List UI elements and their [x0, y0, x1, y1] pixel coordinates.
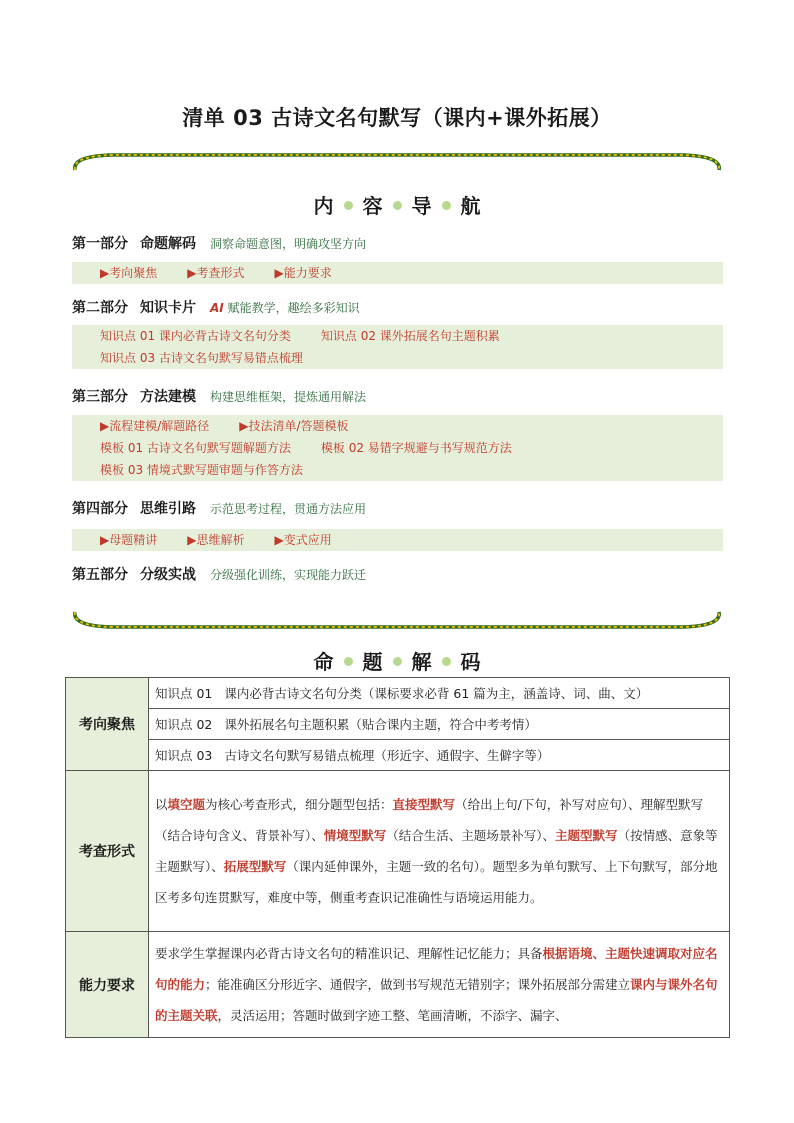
- band-part-1: [72, 262, 723, 284]
- kp-row-02: 知识点 02 课外拓展名句主题积累（贴合课内主题，符合中考考情）: [149, 709, 730, 740]
- link-jifa[interactable]: ▶技法清单/答题模板: [239, 419, 349, 433]
- part-1[interactable]: 第一部分 命题解码 洞察命题意图，明确攻坚方向: [72, 236, 367, 252]
- table-row: [66, 932, 730, 1038]
- link-muti[interactable]: ▶母题精讲: [100, 533, 158, 547]
- link-tpl01[interactable]: 模板 01 古诗文名句默写题解题方法: [100, 441, 291, 455]
- part-2[interactable]: 第二部分 知识卡片 AI 赋能教学，趣绘多彩知识: [72, 300, 360, 316]
- top-divider: [72, 150, 722, 174]
- decode-heading: 命 题 解 码: [313, 650, 481, 674]
- band-part-4: [72, 529, 723, 551]
- link-kp02[interactable]: 知识点 02 课外拓展名句主题积累: [320, 329, 500, 343]
- band-part-2: [72, 325, 723, 369]
- kaocha-content: 以填空题为核心考查形式，细分题型包括：直接型默写（给出上句/下句，补写对应句）、理解型默写（结合诗句含义、背景补写）、情境型默写（结合生活、主题场景补写）、主题型默写（按情感、意象等主题默写）、拓展型默写（课内延伸课外，主题一致的名句）。题型多为单句默写、上下句默写，部分地区考多句连贯默写，难度中等，侧重考查识记准确性与语境运用能力。: [149, 771, 730, 932]
- decode-table: [65, 677, 730, 1038]
- nengli-content: 要求学生掌握课内必背古诗文名句的精准识记、理解性记忆能力；具备根据语境、主题快速调取对应名句的能力；能准确区分形近字、通假字，做到书写规范无错别字；课外拓展部分需建立课内与课外名句的主题关联，灵活运用；答题时做到字迹工整、笔画清晰，不添字、漏字、: [149, 932, 730, 1038]
- link-kaocha[interactable]: ▶考查形式: [187, 266, 245, 280]
- label-nengli: 能力要求: [66, 932, 149, 1038]
- table-row: [66, 740, 730, 771]
- part-3[interactable]: 第三部分 方法建模 构建思维框架，提炼通用解法: [72, 389, 367, 405]
- table-row: [66, 771, 730, 932]
- link-siwei[interactable]: ▶思维解析: [187, 533, 245, 547]
- part-4[interactable]: 第四部分 思维引路 示范思考过程，贯通方法应用: [72, 501, 367, 517]
- link-tpl03[interactable]: 模板 03 情境式默写题审题与作答方法: [100, 463, 303, 477]
- label-kaoxiang: 考向聚焦: [66, 678, 149, 771]
- page-title: 清单 03 古诗文名句默写（课内+课外拓展）: [182, 106, 612, 130]
- table-row: [66, 709, 730, 740]
- link-nengli[interactable]: ▶能力要求: [274, 266, 332, 280]
- part-5[interactable]: 第五部分 分级实战 分级强化训练，实现能力跃迁: [72, 567, 367, 583]
- nav-heading: 内 容 导 航: [313, 194, 481, 218]
- label-kaocha: 考查形式: [66, 771, 149, 932]
- link-kaoxiang[interactable]: ▶考向聚焦: [100, 266, 158, 280]
- link-bianshi[interactable]: ▶变式应用: [274, 533, 332, 547]
- bottom-divider: [72, 608, 722, 632]
- band-part-3: [72, 415, 723, 481]
- kp-row-03: 知识点 03 古诗文名句默写易错点梳理（形近字、通假字、生僻字等）: [149, 740, 730, 771]
- link-liucheng[interactable]: ▶流程建模/解题路径: [100, 419, 210, 433]
- link-kp03[interactable]: 知识点 03 古诗文名句默写易错点梳理: [100, 351, 303, 365]
- kp-row-01: 知识点 01 课内必背古诗文名句分类（课标要求必背 61 篇为主，涵盖诗、词、曲、文）: [149, 678, 730, 709]
- link-tpl02[interactable]: 模板 02 易错字规避与书写规范方法: [320, 441, 512, 455]
- table-row: [66, 678, 730, 709]
- link-kp01[interactable]: 知识点 01 课内必背古诗文名句分类: [100, 329, 291, 343]
